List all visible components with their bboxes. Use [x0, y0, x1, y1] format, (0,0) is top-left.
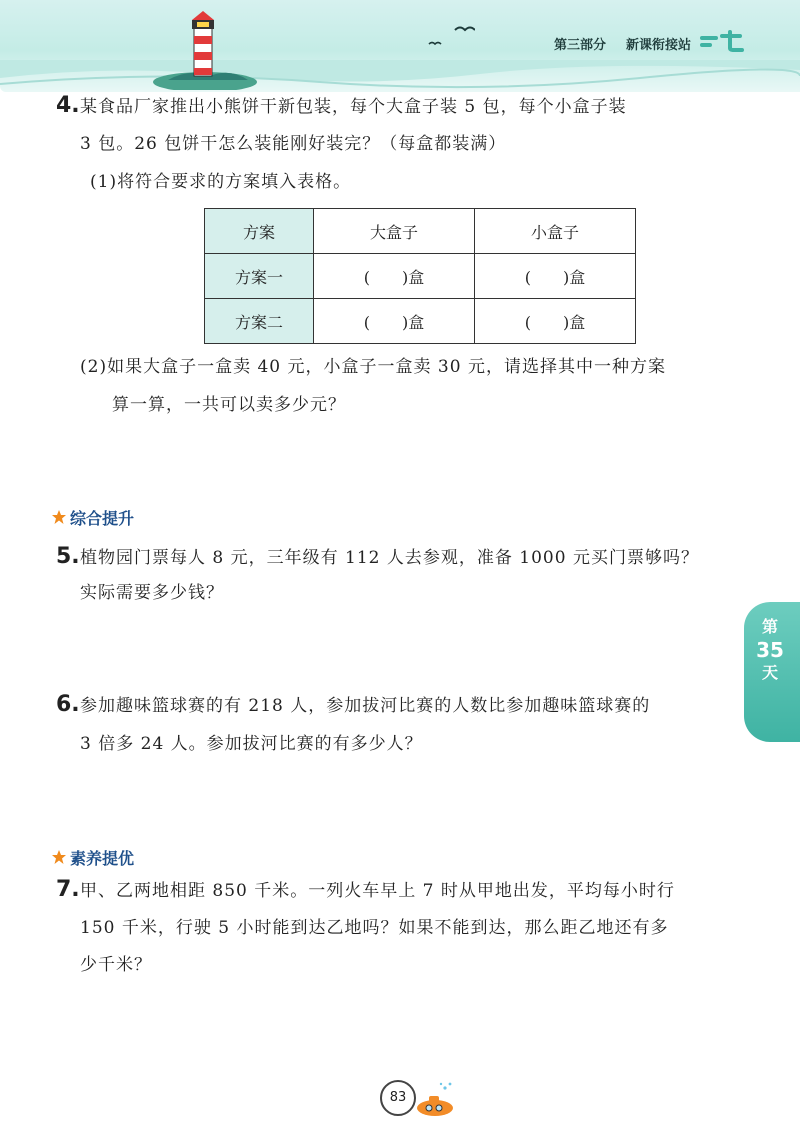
table-header-row: [205, 209, 636, 254]
page-number: 83: [380, 1080, 416, 1116]
section-mark-icon: [700, 30, 744, 52]
day-tab-label: [752, 616, 788, 684]
submarine-icon: [405, 1080, 465, 1120]
star-icon: [52, 510, 66, 524]
table-header-plan: 方案: [205, 209, 314, 254]
question-4-line-2: 3 包。26 包饼干怎么装能刚好装完？（每盒都装满）: [80, 134, 507, 154]
question-5-number: 5.: [56, 544, 80, 569]
header-section-label: 新课衔接站: [626, 38, 692, 53]
question-7-line-2: 150 千米，行驶 5 小时能到达乙地吗？如果不能到达，那么距乙地还有多: [80, 918, 669, 938]
question-7-line-3: 少千米？: [80, 955, 152, 975]
wave-decoration: [0, 60, 800, 100]
table-row-label: 方案一: [205, 254, 314, 299]
question-7-number: 7.: [56, 877, 80, 902]
question-7-line-1: 甲、乙两地相距 850 千米。一列火车早上 7 时从甲地出发，平均每小时行: [80, 881, 675, 901]
answer-blank-small-1[interactable]: ( )盒: [475, 254, 636, 299]
plan-table: [204, 208, 636, 344]
birds-icon: [425, 22, 475, 48]
question-6-number: 6.: [56, 692, 80, 717]
question-4-number: 4.: [56, 93, 80, 118]
answer-blank-small-2[interactable]: ( )盒: [475, 299, 636, 344]
day-tab-prefix: 第: [761, 617, 778, 636]
question-5-line-2: 实际需要多少钱？: [80, 583, 224, 603]
question-6-line-2: 3 倍多 24 人。参加拔河比赛的有多少人？: [80, 734, 423, 754]
lighthouse-icon: [150, 10, 260, 90]
question-5-line-1: 植物园门票每人 8 元，三年级有 112 人去参观，准备 1000 元买门票够吗？: [80, 548, 699, 568]
star-icon: [52, 850, 66, 864]
question-4-line-1: 某食品厂家推出小熊饼干新包装，每个大盒子装 5 包，每个小盒子装: [80, 97, 627, 117]
header-part-label: 第三部分: [554, 38, 607, 53]
question-4-sub-2-line-2: 算一算，一共可以卖多少元？: [112, 395, 346, 415]
table-row-label: 方案二: [205, 299, 314, 344]
day-tab-number: 35: [756, 638, 784, 662]
question-4-sub-1: (1)将符合要求的方案填入表格。: [90, 172, 352, 192]
table-row: [205, 299, 636, 344]
table-header-small-box: 小盒子: [475, 209, 636, 254]
table-header-big-box: 大盒子: [314, 209, 475, 254]
answer-blank-big-2[interactable]: ( )盒: [314, 299, 475, 344]
answer-blank-big-1[interactable]: ( )盒: [314, 254, 475, 299]
section-title-literacy: 素养提优: [70, 849, 135, 868]
section-title-comprehensive: 综合提升: [70, 509, 135, 528]
table-row: [205, 254, 636, 299]
question-6-line-1: 参加趣味篮球赛的有 218 人，参加拔河比赛的人数比参加趣味篮球赛的: [80, 696, 651, 716]
question-4-sub-2-line-1: (2)如果大盒子一盒卖 40 元，小盒子一盒卖 30 元，请选择其中一种方案: [80, 357, 666, 377]
day-tab-suffix: 天: [761, 663, 778, 682]
